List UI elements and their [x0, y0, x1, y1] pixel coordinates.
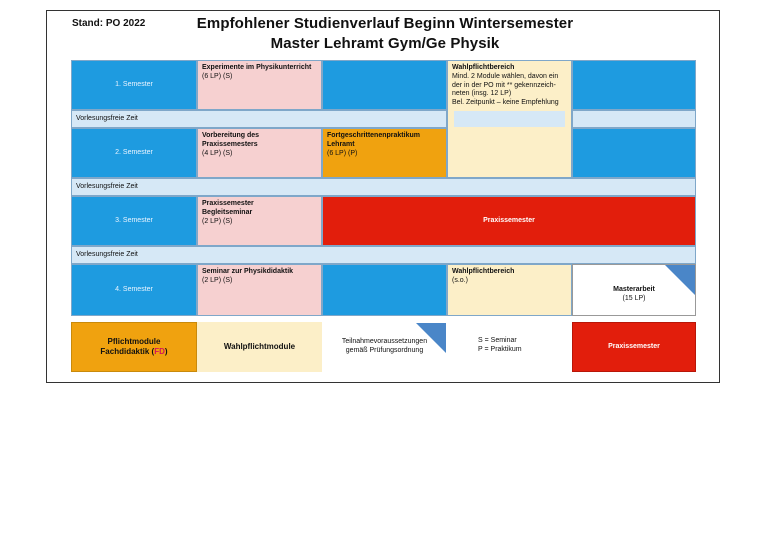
empty-slot-s1-3: [322, 60, 447, 110]
break-row-1-end: [572, 110, 696, 128]
legend-praxissemester: Praxissemester: [572, 322, 696, 372]
page-subtitle: Master Lehramt Gym/Ge Physik: [270, 35, 500, 52]
legend-pflicht-line2b: ): [164, 347, 168, 356]
module-praxissemester[interactable]: Praxissemester: [322, 196, 696, 246]
legend-pflicht: [71, 322, 197, 372]
module-experimente[interactable]: [197, 60, 322, 110]
module-fortgeschritten-title-1: Fortgeschrittenenpraktikum: [327, 132, 420, 139]
empty-slot-s2-5: [572, 128, 696, 178]
module-begleitseminar[interactable]: [197, 196, 322, 246]
module-begleitseminar-title-1: Praxissemester: [202, 200, 254, 207]
module-seminar-didaktik-lp: (2 LP) (S): [202, 276, 233, 284]
legend-seminar: S = Seminar: [478, 337, 517, 344]
wahlpflicht-1-line3: neten (insg. 12 LP): [452, 90, 512, 98]
break-row-1: Vorlesungsfreie Zeit: [71, 110, 447, 128]
break-row-2: Vorlesungsfreie Zeit: [71, 178, 696, 196]
semester-1-label: 1. Semester: [71, 60, 197, 110]
module-seminar-didaktik-title: Seminar zur Physikdidaktik: [202, 268, 294, 275]
module-wahlpflicht-2[interactable]: [447, 264, 572, 316]
legend-pflicht-line1: Pflichtmodule: [107, 337, 161, 346]
legend-wahlpflicht: Wahlpflichtmodule: [197, 322, 322, 372]
legend-teilnahme: [322, 322, 447, 372]
module-seminar-didaktik[interactable]: [197, 264, 322, 316]
module-fortgeschritten[interactable]: [322, 128, 447, 178]
wahlpflicht-1-line4: Bel. Zeitpunkt – keine Empfehlung: [452, 99, 559, 106]
legend-fd-abbrev: FD: [154, 347, 165, 356]
empty-slot-s1-5: [572, 60, 696, 110]
semester-2-label: 2. Semester: [71, 128, 197, 178]
legend-teilnahme-line2: gemäß Prüfungsordnung: [345, 347, 424, 354]
module-vorbereitung-title-2: Praxissemesters: [202, 140, 258, 148]
wahlpflicht-2-sub: (s.o.): [452, 276, 468, 284]
module-experimente-title: Experimente im Physikunterricht: [202, 64, 312, 71]
module-fortgeschritten-title-2: Lehramt: [327, 140, 355, 148]
legend-praktikum: P = Praktikum: [478, 345, 522, 353]
module-masterarbeit[interactable]: [572, 264, 696, 316]
module-begleitseminar-title-2: Begleitseminar: [202, 208, 253, 216]
module-vorbereitung-title-1: Vorbereitung des: [202, 132, 260, 139]
prerequisite-corner-icon: [665, 265, 695, 295]
legend-corner-icon: [416, 323, 446, 353]
module-experimente-lp: (6 LP) (S): [202, 72, 233, 80]
stand-label: Stand: PO 2022: [72, 18, 146, 29]
legend-abbrev: [447, 322, 572, 372]
module-vorbereitung[interactable]: [197, 128, 322, 178]
legend-teilnahme-line1: Teilnahmevoraussetzungen: [341, 338, 428, 346]
page-title: Empfohlener Studienverlauf Beginn Wintersemester: [196, 15, 574, 32]
empty-slot-s4-3: [322, 264, 447, 316]
module-begleitseminar-lp: (2 LP) (S): [202, 217, 233, 225]
module-vorbereitung-lp: (4 LP) (S): [202, 149, 233, 157]
module-wahlpflicht-1[interactable]: [447, 60, 572, 178]
legend-pflicht-line2a: Fachdidaktik (: [100, 347, 155, 356]
module-fortgeschritten-lp: (6 LP) (P): [327, 149, 358, 157]
wahlpflicht-1-title: Wahlpflichtbereich: [452, 64, 515, 71]
wahlpflicht-1-gap-bar: [454, 111, 565, 127]
break-row-3: Vorlesungsfreie Zeit: [71, 246, 696, 264]
wahlpflicht-2-title: Wahlpflichtbereich: [452, 268, 515, 275]
wahlpflicht-1-line2: der in der PO mit ** gekennzeich-: [452, 81, 556, 89]
wahlpflicht-1-line1: Mind. 2 Module wählen, davon ein: [452, 72, 559, 80]
module-masterarbeit-title: Masterarbeit: [613, 286, 655, 294]
semester-3-label: 3. Semester: [71, 196, 197, 246]
module-masterarbeit-lp: (15 LP): [622, 295, 646, 302]
semester-4-label: 4. Semester: [71, 264, 197, 316]
